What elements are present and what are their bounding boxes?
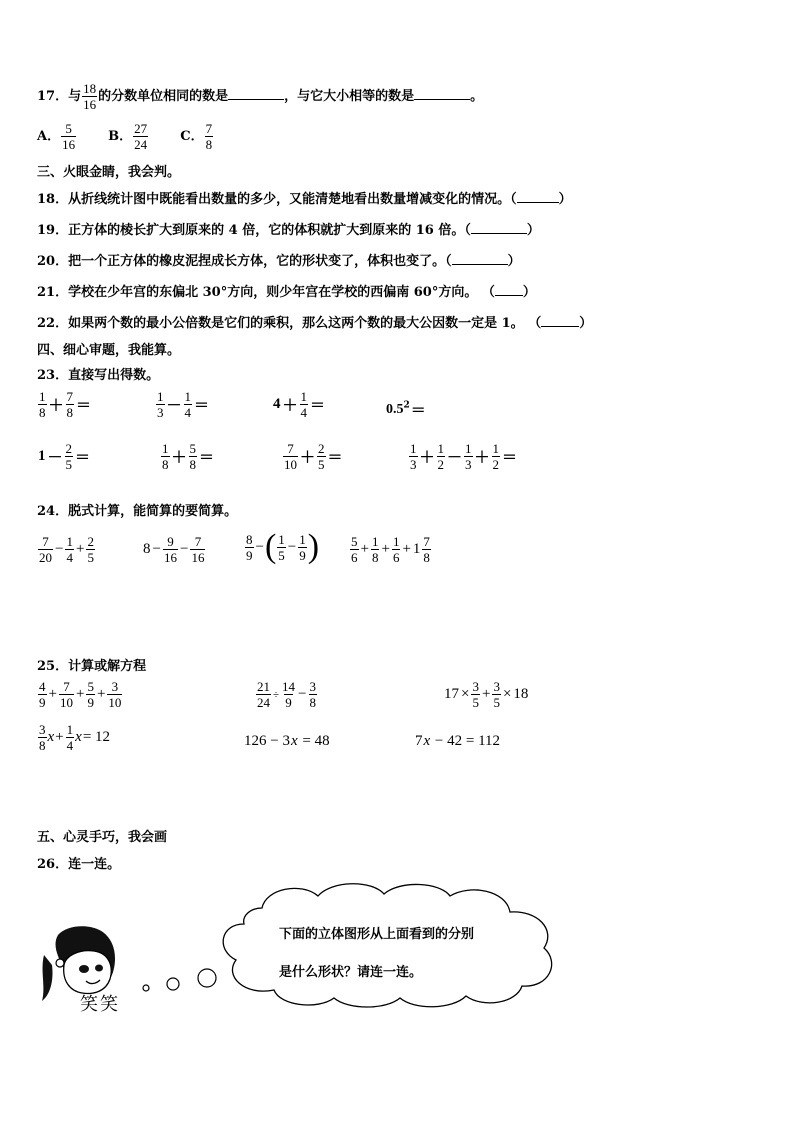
q24-2-minus1: − (152, 541, 161, 557)
q17-fraction (82, 82, 97, 111)
q24-1-d3: 5 (87, 550, 94, 565)
q25-1-plus3: + (96, 686, 106, 702)
q24-1-plus: + (75, 541, 85, 557)
q24-2-n1: 9 (167, 534, 174, 549)
q25-4-d2: 4 (66, 738, 74, 753)
q24-1-n1: 7 (42, 534, 49, 549)
q23-2-d1: 3 (157, 405, 164, 420)
girl-ponytail-left (42, 955, 53, 1001)
q23-7-d2: 5 (318, 457, 325, 472)
q23-8-eq: ＝ (502, 450, 518, 466)
option-a-frac (61, 122, 76, 151)
q25-4-plus: + (55, 729, 64, 745)
q23-4-base: 0.5 (386, 402, 404, 417)
q25-3-a: 17 (444, 686, 459, 702)
q23-3-plus: ＋ (282, 398, 298, 414)
q25-4-x1: x (47, 729, 55, 745)
q25-expr-2 (255, 680, 318, 709)
q24-3-lparen: ( (264, 528, 277, 565)
q24-2-minus2: − (179, 541, 189, 557)
q25-1-n2: 7 (63, 679, 70, 694)
q24-1-d1: 20 (39, 550, 52, 565)
q25-2-d1: 24 (257, 695, 270, 710)
q25-4-n2: 1 (66, 722, 74, 737)
q23-expr-5 (37, 442, 91, 471)
q25-expr-6 (414, 733, 501, 750)
q25-2-n1: 21 (257, 679, 270, 694)
q17-line (37, 82, 483, 111)
q24-4-n3: 1 (392, 534, 400, 549)
q23-8-n3: 1 (465, 441, 472, 456)
q17-blank-2[interactable] (414, 87, 470, 100)
q23-expr-4 (386, 399, 427, 420)
q25-2-d2: 9 (285, 695, 292, 710)
q25-5-x: x (290, 733, 298, 749)
section-4-heading: 四、细心审题，我能算。 (37, 343, 181, 358)
q23-1-n2: 7 (66, 389, 74, 404)
q23-2-eq: ＝ (194, 398, 210, 414)
q24-2-whole: 8 (143, 541, 151, 557)
q25-3-b: 18 (513, 686, 529, 702)
option-a-num: 5 (65, 121, 72, 136)
q17-number: 17． (37, 89, 69, 104)
q24-3-minus1: − (255, 538, 264, 555)
q18-close: ） (558, 192, 572, 207)
q23-8-plus2: ＋ (474, 450, 490, 466)
q17-end: 。 (470, 89, 484, 104)
q17-frac-den: 16 (83, 97, 97, 112)
q20-text: 20．把一个正方体的橡皮泥捏成长方体，它的形状变了，体积也变了。（ (37, 254, 452, 269)
q25-5-eq: = 48 (298, 733, 330, 749)
q25-3-n1: 3 (472, 679, 479, 694)
q23-2-n1: 1 (157, 389, 164, 404)
q25-1-plus2: + (75, 686, 85, 702)
q24-4-n4: 7 (423, 534, 430, 549)
q23-5-minus: － (47, 450, 63, 466)
q24-1-n3: 2 (87, 534, 94, 549)
q24-4-d3: 6 (392, 550, 400, 565)
q25-3-n2: 3 (493, 679, 500, 694)
q24-2-n2: 7 (194, 534, 202, 549)
q25-4-n1: 3 (39, 722, 46, 737)
q23-8-d3: 3 (465, 457, 472, 472)
q24-4-d1: 6 (351, 550, 358, 565)
q24-4-plus3: + (402, 541, 411, 557)
q23-8-d4: 2 (492, 457, 500, 472)
q24-1-n2: 1 (66, 534, 73, 549)
q25-3-d2: 5 (493, 695, 500, 710)
option-b-frac (133, 122, 148, 151)
q17-mid: 的分数单位相同的数是 (98, 89, 229, 104)
q23-5-d1: 5 (65, 457, 73, 472)
q22-answer-blank[interactable] (541, 314, 579, 327)
q25-3-times2: × (502, 686, 512, 702)
q25-1-n1: 4 (39, 679, 46, 694)
q24-3-minus2: − (287, 538, 297, 555)
q24-1-d2: 4 (66, 550, 73, 565)
q17-mid2: ，与它大小相等的数是 (284, 89, 415, 104)
cloud-text-line-1: 下面的立体图形从上面看到的分别 (279, 927, 475, 942)
q25-1-d2: 10 (59, 695, 73, 710)
section-5-heading: 五、心灵手巧，我会画 (37, 830, 168, 845)
q23-1-plus: ＋ (48, 398, 64, 414)
q24-3-d3: 9 (299, 547, 306, 563)
q23-3-whole: 4 (273, 396, 281, 412)
q23-3-d1: 4 (300, 405, 308, 420)
option-b[interactable] (108, 121, 149, 152)
q25-expr-5 (243, 733, 331, 750)
girl-hair-tie (56, 959, 64, 967)
q24-4-n2: 1 (371, 534, 379, 549)
q23-8-minus: － (447, 450, 463, 466)
q25-5-left: 126 − 3 (244, 733, 290, 749)
q23-8-n2: 1 (437, 441, 445, 456)
q22-line (37, 312, 592, 331)
option-a-den: 16 (62, 137, 76, 152)
q24-expr-4 (349, 535, 432, 564)
q23-4-eq: ＝ (410, 403, 426, 419)
q25-expr-1 (37, 680, 123, 709)
thought-cloud (214, 880, 560, 1010)
q23-7-n1: 7 (287, 441, 294, 456)
q17-blank-1[interactable] (228, 87, 284, 100)
q25-3-times1: × (461, 686, 470, 702)
q23-5-whole: 1 (38, 448, 46, 464)
q23-6-d1: 8 (162, 457, 169, 472)
q23-6-n2: 5 (189, 441, 197, 456)
q23-8-d1: 3 (410, 457, 417, 472)
q23-expr-7 (282, 442, 344, 471)
q24-1-minus: − (55, 541, 64, 557)
q24-4-plus2: + (381, 541, 390, 557)
q25-2-n3: 3 (309, 679, 317, 694)
option-c-num: 7 (205, 121, 213, 136)
option-c-frac (205, 122, 214, 151)
q23-1-d1: 8 (39, 405, 46, 420)
q23-8-n1: 1 (410, 441, 417, 456)
q25-6-eq: − 42 = 112 (431, 733, 501, 749)
option-a[interactable] (37, 121, 77, 152)
q23-expr-8 (408, 442, 518, 471)
q25-1-n4: 3 (111, 679, 119, 694)
thought-dot-large (198, 969, 216, 987)
q24-2-d2: 16 (191, 550, 205, 565)
q23-expr-3 (272, 390, 326, 419)
q24-expr-3 (244, 530, 319, 564)
thought-dot-small (143, 985, 149, 991)
girl-eye-left (79, 965, 89, 973)
q23-7-n2: 2 (318, 441, 325, 456)
q25-expr-3 (443, 680, 529, 709)
q23-7-d1: 10 (284, 457, 297, 472)
q23-expr-6 (160, 442, 215, 471)
q25-2-minus: − (298, 686, 307, 702)
q22-close: ） (579, 316, 593, 331)
q24-3-n3: 1 (299, 531, 306, 547)
q23-6-plus: ＋ (171, 450, 187, 466)
q20-answer-blank[interactable] (452, 252, 508, 265)
q22-text: 22．如果两个数的最小公倍数是它们的乘积，那么这两个数的最大公因数一定是 1。 （ (37, 316, 542, 331)
option-b-label: B． (108, 129, 133, 144)
option-a-label: A． (37, 129, 61, 144)
q17-frac-num: 18 (83, 81, 97, 96)
q20-close: ） (507, 254, 521, 269)
q25-2-d3: 8 (309, 695, 317, 710)
q19-answer-blank[interactable] (471, 221, 527, 234)
q23-2-d2: 4 (184, 405, 192, 420)
q24-3-rparen: ) (307, 528, 320, 565)
option-b-den: 24 (134, 137, 148, 152)
q25-1-d1: 9 (39, 695, 46, 710)
q19-close: ） (526, 223, 540, 238)
q23-expr-2 (155, 390, 210, 419)
q17-pre: 与 (68, 89, 82, 104)
girl-eye-right (95, 965, 103, 972)
q20-line (37, 250, 521, 269)
q25-3-plus: + (481, 686, 491, 702)
q23-8-n4: 1 (492, 441, 500, 456)
q24-3-n1: 8 (246, 531, 253, 547)
q25-2-div: ÷ (273, 688, 280, 701)
q24-expr-2 (142, 535, 206, 564)
q18-line (37, 188, 572, 207)
q18-answer-blank[interactable] (517, 190, 559, 203)
q23-4-exp: 2 (403, 400, 410, 411)
q23-2-n2: 1 (184, 389, 192, 404)
option-c-label: C． (180, 129, 204, 144)
q19-line (37, 219, 540, 238)
q24-3-n2: 1 (278, 531, 285, 547)
q24-3-d2: 5 (278, 547, 285, 563)
q24-4-whole: 1 (412, 541, 421, 557)
girl-caption: 笑笑 (80, 994, 120, 1015)
q24-3-d1: 9 (246, 547, 253, 563)
q25-6-coef: 7 (415, 733, 423, 749)
q25-6-x: x (423, 733, 431, 749)
q25-1-n3: 5 (87, 679, 94, 694)
q25-expr-4 (37, 723, 111, 752)
q26-heading: 26．连一连。 (37, 857, 121, 872)
q23-5-n1: 2 (65, 441, 73, 456)
q17-options (37, 122, 214, 151)
q23-5-eq: ＝ (75, 450, 91, 466)
q24-expr-1 (37, 535, 96, 564)
q25-heading: 25．计算或解方程 (37, 659, 147, 674)
q23-expr-1 (37, 390, 92, 419)
cloud-outline (223, 884, 551, 1007)
q23-3-n1: 1 (300, 389, 308, 404)
q21-answer-blank[interactable] (495, 283, 523, 296)
option-c-den: 8 (205, 137, 213, 152)
q25-1-d3: 9 (87, 695, 94, 710)
q18-text: 18．从折线统计图中既能看出数量的多少，又能清楚地看出数量增减变化的情况。（ (37, 192, 517, 207)
q25-1-d4: 10 (108, 695, 122, 710)
q23-6-n1: 1 (162, 441, 169, 456)
q24-4-d2: 8 (371, 550, 379, 565)
q21-text: 21．学校在少年宫的东偏北 30°方向，则少年宫在学校的西偏南 60°方向。 （ (37, 285, 495, 300)
option-c[interactable] (180, 121, 214, 152)
q23-3-eq: ＝ (310, 398, 326, 414)
q21-close: ） (522, 285, 536, 300)
q19-text: 19．正方体的棱长扩大到原来的 4 倍，它的体积就扩大到原来的 16 倍。（ (37, 223, 471, 238)
q25-4-x2: x (75, 729, 82, 745)
q23-1-n1: 1 (39, 389, 46, 404)
q23-8-plus1: ＋ (419, 450, 435, 466)
q23-8-d2: 2 (437, 457, 445, 472)
thought-dots (138, 964, 222, 998)
q23-6-eq: ＝ (199, 450, 215, 466)
q23-7-plus: ＋ (300, 450, 316, 466)
q23-heading: 23．直接写出得数。 (37, 368, 160, 383)
q23-7-eq: ＝ (327, 450, 343, 466)
q24-4-n1: 5 (351, 534, 358, 549)
q24-2-d1: 16 (163, 550, 177, 565)
q23-2-minus: － (166, 398, 182, 414)
q23-1-d2: 8 (66, 405, 74, 420)
q24-heading: 24．脱式计算，能简算的要简算。 (37, 504, 238, 519)
q24-4-d4: 8 (423, 550, 430, 565)
thought-dot-medium (167, 978, 179, 990)
q25-1-plus1: + (48, 686, 57, 702)
q25-2-n2: 14 (282, 679, 296, 694)
q24-4-plus1: + (360, 541, 369, 557)
girl-face (64, 951, 112, 994)
q21-line (37, 281, 536, 300)
q25-3-d1: 5 (472, 695, 479, 710)
q25-4-eq: = 12 (82, 729, 111, 745)
q25-4-d1: 8 (39, 738, 46, 753)
q23-1-eq: ＝ (76, 398, 92, 414)
section-3-heading: 三、火眼金睛，我会判。 (37, 165, 181, 180)
q23-6-d2: 8 (189, 457, 197, 472)
cloud-text-line-2: 是什么形状？请连一连。 (279, 965, 423, 980)
option-b-num: 27 (134, 121, 148, 136)
